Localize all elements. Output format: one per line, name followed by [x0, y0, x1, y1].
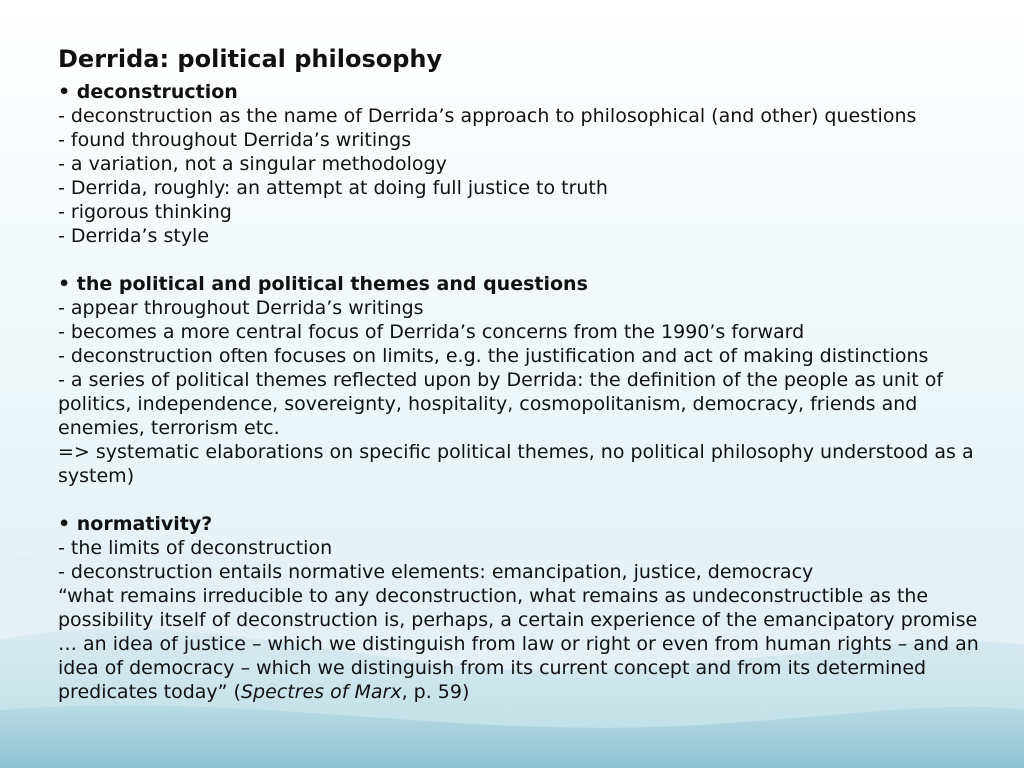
bullet-line: - appear throughout Derrida’s writings — [58, 297, 424, 319]
bullet-line: - deconstruction as the name of Derrida’s approach to philosophical (and other) questions — [58, 105, 917, 127]
section-heading: • normativity? — [58, 513, 213, 535]
bullet-line: - a variation, not a singular methodology — [58, 153, 447, 175]
slide-content — [58, 44, 988, 728]
section-heading: • deconstruction — [58, 81, 238, 103]
bullet-line: => systematic elaborations on specific political themes, no political philosophy understood as a system) — [58, 441, 974, 487]
bullet-line: - Derrida’s style — [58, 225, 210, 247]
derrida-quote — [58, 584, 988, 704]
bullet-line: - Derrida, roughly: an attempt at doing full justice to truth — [58, 177, 608, 199]
bullet-line: - becomes a more central focus of Derrida’s concerns from the 1990’s forward — [58, 321, 805, 343]
section-heading: • the political and political themes and questions — [58, 273, 588, 295]
bullet-line: - a series of political themes reflected upon by Derrida: the definition of the people as unit of politics, independence, sovereignty, hospitality, cosmopolitanism, democracy, friends and enemies, terrorism etc. — [58, 369, 944, 439]
bullet-line: - found throughout Derrida’s writings — [58, 129, 412, 151]
quote-source-title: Spectres of Marx — [240, 681, 402, 703]
bullet-line: - the limits of deconstruction — [58, 537, 333, 559]
section-deconstruction — [58, 80, 988, 248]
quote-text: “what remains irreducible to any deconstruction, what remains as undeconstructible as the possibility itself of deconstruction is, perhaps, a certain experience of the emancipatory promise … an idea of justice – which we distinguish from law or right or even from human rights – and an idea of democracy – which we distinguish from its current concept and from its determined predicates today” ( — [58, 585, 979, 703]
bullet-line: - rigorous thinking — [58, 201, 232, 223]
bullet-line: - deconstruction entails normative elements: emancipation, justice, democracy — [58, 561, 814, 583]
section-normativity — [58, 512, 988, 704]
quote-source-tail: , p. 59) — [401, 681, 470, 703]
section-political-themes — [58, 272, 988, 488]
bullet-line: - deconstruction often focuses on limits, e.g. the justification and act of making distinctions — [58, 345, 929, 367]
slide-title: Derrida: political philosophy — [58, 45, 443, 73]
